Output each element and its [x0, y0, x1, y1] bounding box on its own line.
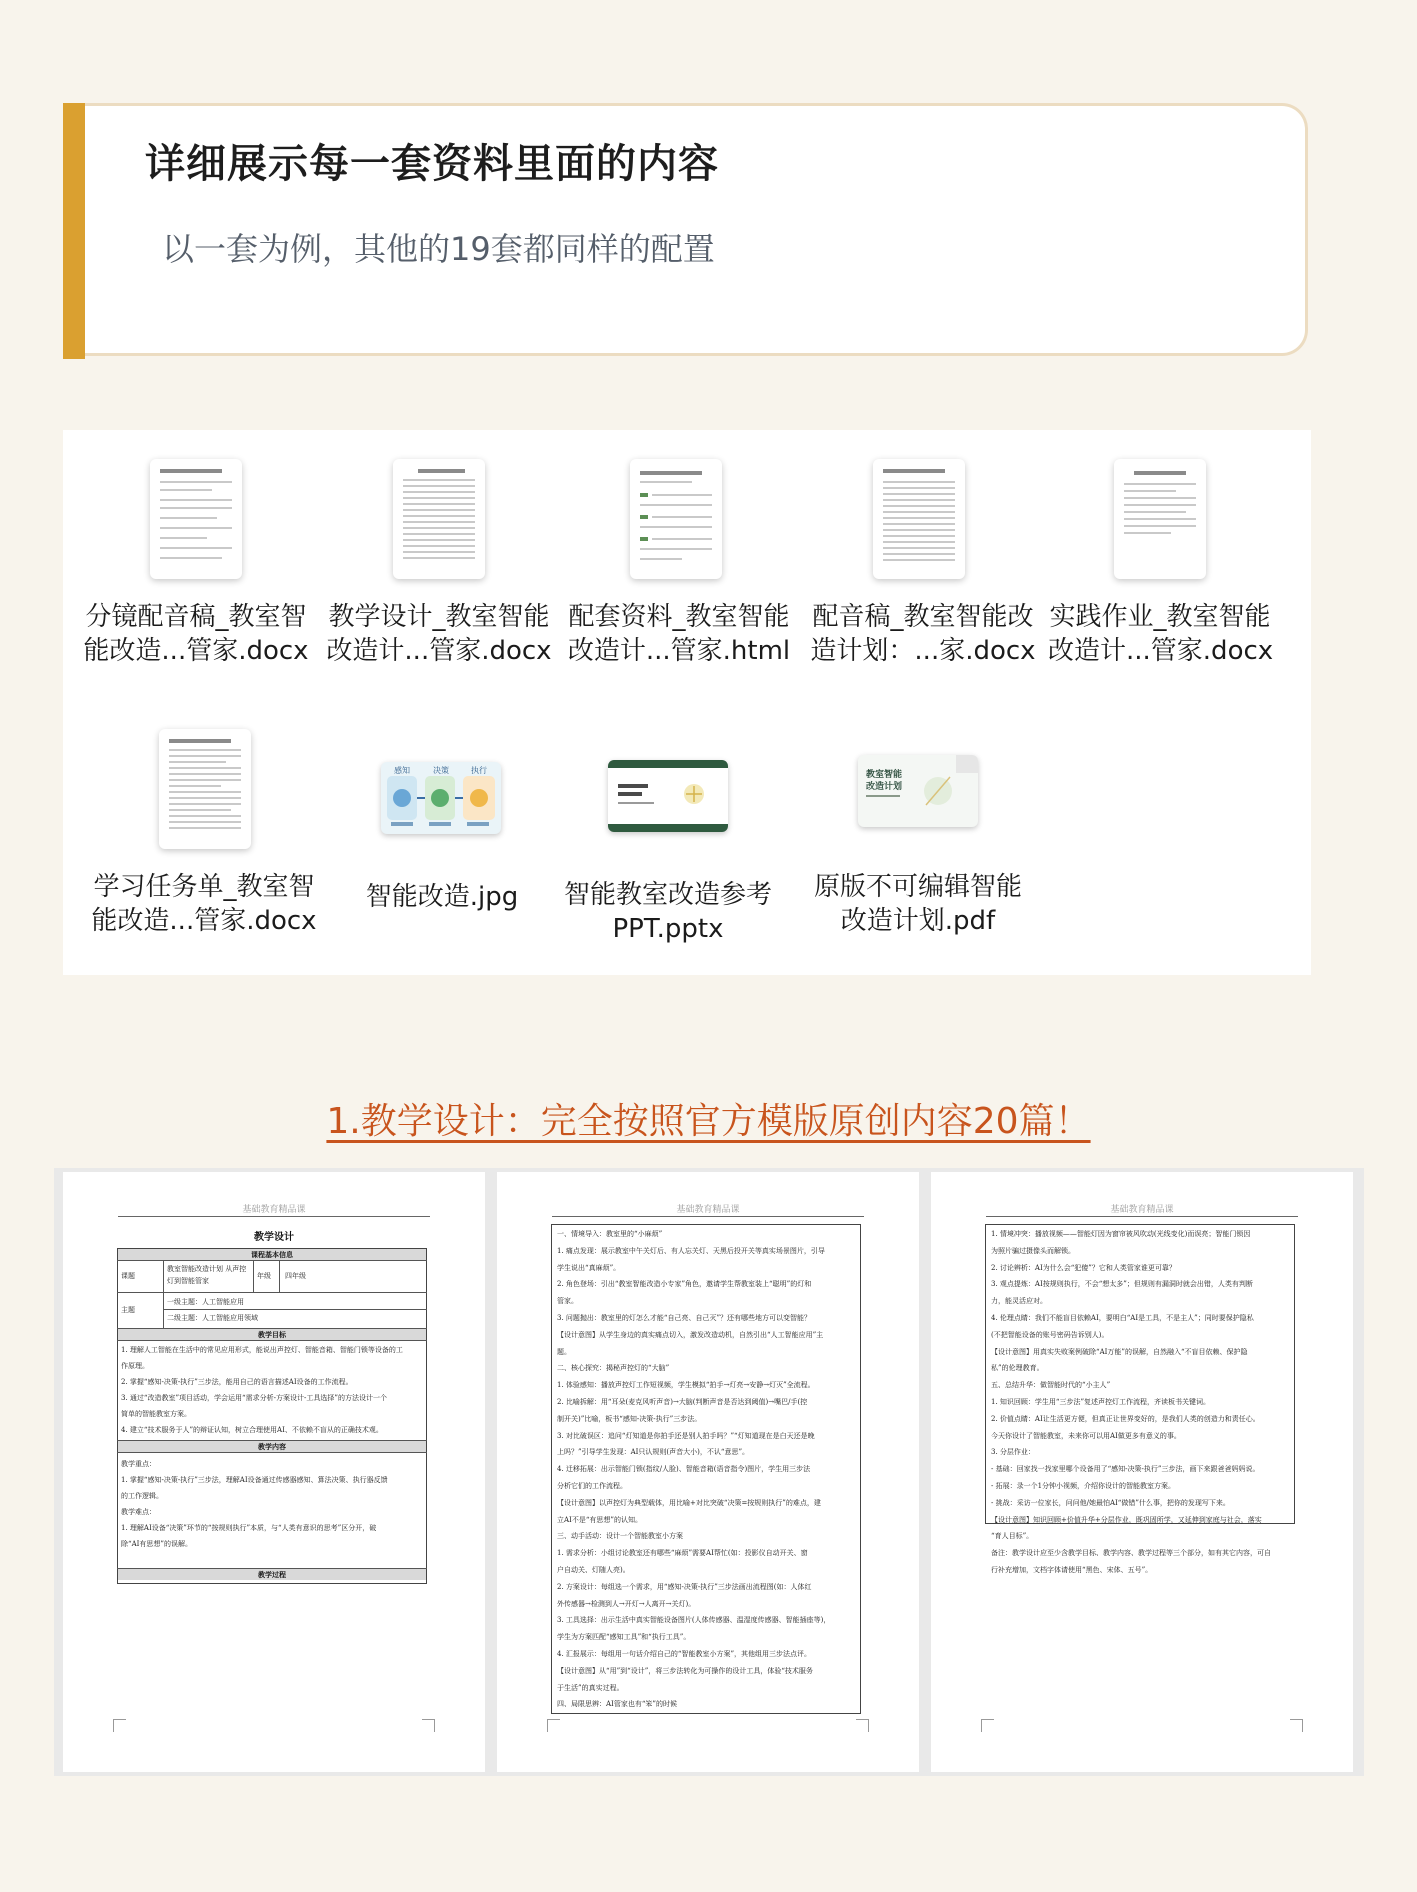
page-subtitle: 以一套为例，其他的19套都同样的配置: [162, 230, 715, 268]
text-line: 2. 比喻拆解：用“耳朵(麦克风听声音)→大脑(判断声音是否达到阈值)→嘴巴/手(控: [557, 1398, 808, 1406]
html-file-icon[interactable]: [630, 459, 722, 579]
content-line: 教学重点：: [121, 1460, 156, 1468]
text-line: 4. 汇报展示：每组用一句话介绍自己的“智能教室小方案”，其他组用三步法点评。: [557, 1650, 812, 1658]
pptx-file-icon[interactable]: [608, 760, 728, 832]
text-line: 分析它们的工作流程。: [557, 1482, 627, 1490]
document-page-2: [497, 1172, 919, 1772]
text-line: 上吗？”引导学生发现：AI只认规则(声音大小)，不认“意思”。: [557, 1448, 750, 1457]
content-line: 1. 理解AI设备“决策”环节的“按规则执行”本质，与“人类有意识的思考”区分开，破: [121, 1524, 377, 1532]
text-line: 备注：教学设计应至少含教学目标、教学内容、教学过程等三个部分，如有其它内容，可自: [991, 1549, 1271, 1558]
goal-line: 1. 理解人工智能在生活中的常见应用形式，能说出声控灯、智能音箱、智能门锁等设备的工: [121, 1346, 403, 1354]
text-line: (不把智能设备的账号密码告诉别人)。: [991, 1330, 1109, 1339]
goal-line: 2. 掌握“感知-决策-执行”三步法，能用自己的语言描述AI设备的工作流程。: [121, 1378, 353, 1386]
content-line: 的工作逻辑。: [121, 1492, 163, 1500]
jpg-thumb-label: 执行: [471, 766, 487, 775]
text-line: 力，能灵活应对。: [991, 1297, 1047, 1306]
text-line: 3. 工具选择：出示生活中真实智能设备图片(人体传感器、温湿度传感器、智能插座等)，: [557, 1616, 831, 1625]
file-grid: [63, 430, 1311, 975]
content-line: 1. 掌握“感知-决策-执行”三步法，理解AI设备通过传感器感知、算法决策、执行器反馈: [121, 1476, 388, 1484]
content-line: 教学难点：: [121, 1508, 156, 1516]
file-name[interactable]: 智能教室改造参考 PPT.pptx: [563, 880, 772, 944]
pdf-thumb-label: 改造计划: [866, 782, 903, 792]
table-value: 教室智能改造计划 从声控: [167, 1265, 247, 1273]
text-line: 【设计意图】从学生身边的真实痛点切入，激发改造动机，自然引出“人工智能应用”主: [557, 1330, 824, 1339]
text-line: 一、情境导入：教室里的“小麻烦”: [557, 1230, 663, 1238]
table-value: 灯到智能管家: [167, 1277, 209, 1285]
table-label: 主题: [121, 1306, 135, 1314]
text-line: 今天你设计了智能教室，未来你可以用AI做更多有意义的事。: [991, 1431, 1181, 1440]
page-title: 详细展示每一套资料里面的内容: [145, 141, 719, 187]
goal-line: 作原理。: [121, 1362, 149, 1370]
intro-card-accent-bar: [63, 103, 85, 359]
text-line: 五、总结升华：做智能时代的“小主人”: [991, 1381, 1111, 1390]
content-line: 除“AI有思想”的误解。: [121, 1540, 192, 1548]
running-header: 基础教育精品课: [1110, 1205, 1174, 1215]
pdf-thumb-label: 教室智能: [866, 770, 903, 780]
docx-file-icon[interactable]: [393, 459, 485, 579]
text-line: 行补充增加，文档字体请使用“黑色、宋体、五号”。: [991, 1566, 1153, 1574]
table-section-header: 教学内容: [118, 1441, 426, 1452]
running-header: 基础教育精品课: [676, 1205, 740, 1215]
text-line: 1. 知识回顾：学生用“三步法”复述声控灯工作流程，齐读板书关键词。: [991, 1398, 1211, 1406]
docx-file-icon[interactable]: [1114, 459, 1206, 579]
text-line: 立AI不是“有思想”的认知。: [557, 1515, 642, 1524]
file-name[interactable]: 实践作业_教室智能 改造计...管家.docx: [1048, 602, 1274, 666]
goal-line: 4. 建立“技术服务于人”的辩证认知，树立合理使用AI、不依赖不盲从的正确技术观。: [121, 1426, 383, 1434]
text-line: - 基础：回家找一找家里哪个设备用了“感知-决策-执行”三步法，画下来跟爸爸妈妈说。: [991, 1465, 1260, 1474]
table-section-header: 教学目标: [118, 1329, 426, 1340]
text-line: 2. 价值点睛：AI让生活更方便，但真正让世界变好的，是我们人类的创造力和责任心。: [991, 1414, 1260, 1423]
text-line: 4. 迁移拓展：出示智能门锁(指纹/人脸)、智能音箱(语音指令)图片，学生用三步法: [557, 1465, 811, 1474]
jpg-thumb-label: 决策: [433, 766, 449, 775]
doc-heading: 教学设计: [254, 1232, 294, 1243]
jpg-thumb-label: 感知: [394, 766, 410, 775]
text-line: 3. 分层作业：: [991, 1448, 1035, 1457]
file-name[interactable]: 分镜配音稿_教室智 能改造...管家.docx: [83, 602, 309, 666]
docx-file-icon[interactable]: [873, 459, 965, 579]
docx-file-icon[interactable]: [159, 729, 251, 849]
section-heading: 1.教学设计：完全按照官方模版原创内容20篇！: [326, 1101, 1091, 1142]
goal-line: 3. 通过“改造教室”项目活动，学会运用“需求分析-方案设计-工具选择”的方法设计一个: [121, 1394, 387, 1402]
file-name[interactable]: 配套资料_教室智能 改造计...管家.html: [567, 602, 791, 666]
text-line: 管家。: [557, 1297, 578, 1306]
text-line: 题。: [557, 1347, 571, 1356]
text-line: 【设计意图】用真实失败案例破除“AI万能”的误解，自然融入“不盲目依赖、保护隐: [991, 1347, 1248, 1356]
text-line: 于生活”的真实过程。: [557, 1683, 624, 1692]
table-label: 年级: [257, 1272, 271, 1280]
text-line: - 挑战：采访一位家长，问问他/她最怕AI“做错”什么事，把你的发现写下来。: [991, 1498, 1230, 1507]
text-line: 学生为方案匹配“感知工具”和“执行工具”。: [557, 1633, 691, 1642]
text-line: 3. 对比破误区：追问“灯知道是你拍手还是别人拍手吗？”“灯知道现在是白天还是晚: [557, 1431, 815, 1440]
text-line: 私”的伦理教育。: [991, 1364, 1044, 1373]
text-line: 【设计意图】知识回顾+价值升华+分层作业，既巩固所学，又延伸到家庭与社会，落实: [991, 1515, 1262, 1524]
table-value: 一级主题：人工智能应用: [167, 1298, 244, 1306]
table-value: 二级主题：人工智能应用领域: [167, 1314, 258, 1322]
table-value: 四年级: [285, 1272, 306, 1280]
text-line: 外传感器→检测到人→开灯→人离开→关灯)。: [557, 1599, 696, 1608]
text-line: 3. 观点提炼：AI按规则执行，不会“想太多”；但规则有漏洞时就会出错，人类有判断: [991, 1280, 1253, 1289]
text-line: 【设计意图】从“用”到“设计”，将三步法转化为可操作的设计工具，体验“技术服务: [557, 1666, 813, 1675]
text-line: - 拓展：录一个1分钟小视频，介绍你设计的智能教室方案。: [991, 1482, 1176, 1490]
file-name[interactable]: 学习任务单_教室智 能改造...管家.docx: [91, 872, 317, 936]
docx-file-icon[interactable]: [150, 459, 242, 579]
text-line: 3. 问题抛出：教室里的灯怎么才能“自己亮、自己灭”？还有哪些地方可以变智能？: [557, 1314, 812, 1322]
goal-line: 简单的智能教室方案。: [121, 1410, 191, 1418]
text-line: 1. 情境冲突：播放视频——智能灯因为窗帘被风吹动(光线变化)而误亮；智能门锁因: [991, 1230, 1251, 1238]
text-line: 为照片骗过摄像头而解锁。: [991, 1246, 1075, 1255]
text-line: 【设计意图】以声控灯为典型载体，用比喻+对比突破“决策=按规则执行”的难点，建: [557, 1498, 821, 1507]
text-line: 2. 讨论辨析：AI为什么会“犯傻”？它和人类管家谁更可靠？: [991, 1263, 1176, 1272]
document-page-3: [931, 1172, 1353, 1772]
text-line: 户自动关、灯随人亮)。: [557, 1566, 630, 1574]
text-line: “育人目标”。: [991, 1532, 1034, 1541]
text-line: 4. 伦理点睛：我们不能盲目依赖AI，要明白“AI是工具，不是主人”；同时要保护隐私: [991, 1314, 1254, 1322]
text-line: 2. 角色登场：引出“教室智能改造小专家”角色，邀请学生帮教室装上“聪明”的灯和: [557, 1280, 812, 1289]
text-line: 1. 需求分析：小组讨论教室还有哪些“麻烦”需要AI帮忙(如：投影仪自动开关、窗: [557, 1549, 808, 1558]
text-line: 制开关)”比喻，板书“感知-决策-执行”三步法。: [557, 1414, 702, 1423]
pdf-file-icon[interactable]: [858, 755, 978, 827]
text-line: 1. 痛点发现：展示教室中午关灯后、有人忘关灯、天黑后投开关等真实场景图片，引导: [557, 1246, 825, 1255]
text-line: 1. 体验感知：播放声控灯工作短视频，学生模拟“拍手→灯亮→安静→灯灭”全流程。: [557, 1381, 815, 1390]
text-line: 二、核心探究：揭秘声控灯的“大脑”: [557, 1364, 670, 1373]
text-line: 四、局限思辨：AI管家也有“笨”的时候: [557, 1700, 677, 1709]
table-section-header: 课程基本信息: [118, 1249, 426, 1260]
text-line: 三、动手活动：设计一个智能教室小方案: [557, 1532, 683, 1541]
document-page-1: [63, 1172, 485, 1772]
file-name[interactable]: 配音稿_教室智能改 造计划：...家.docx: [810, 602, 1036, 666]
file-name[interactable]: 原版不可编辑智能 改造计划.pdf: [813, 872, 1022, 936]
jpg-file-icon[interactable]: [381, 762, 501, 834]
file-name[interactable]: 智能改造.jpg: [365, 882, 519, 912]
file-name[interactable]: 教学设计_教室智能 改造计...管家.docx: [326, 602, 552, 666]
text-line: 学生说出“真麻烦”。: [557, 1263, 621, 1272]
running-header: 基础教育精品课: [242, 1205, 306, 1215]
table-label: 课题: [121, 1272, 135, 1280]
text-line: 2. 方案设计：每组选一个需求，用“感知-决策-执行”三步法画出流程图(如：人体红: [557, 1582, 812, 1591]
table-section-header: 教学过程: [118, 1569, 426, 1580]
